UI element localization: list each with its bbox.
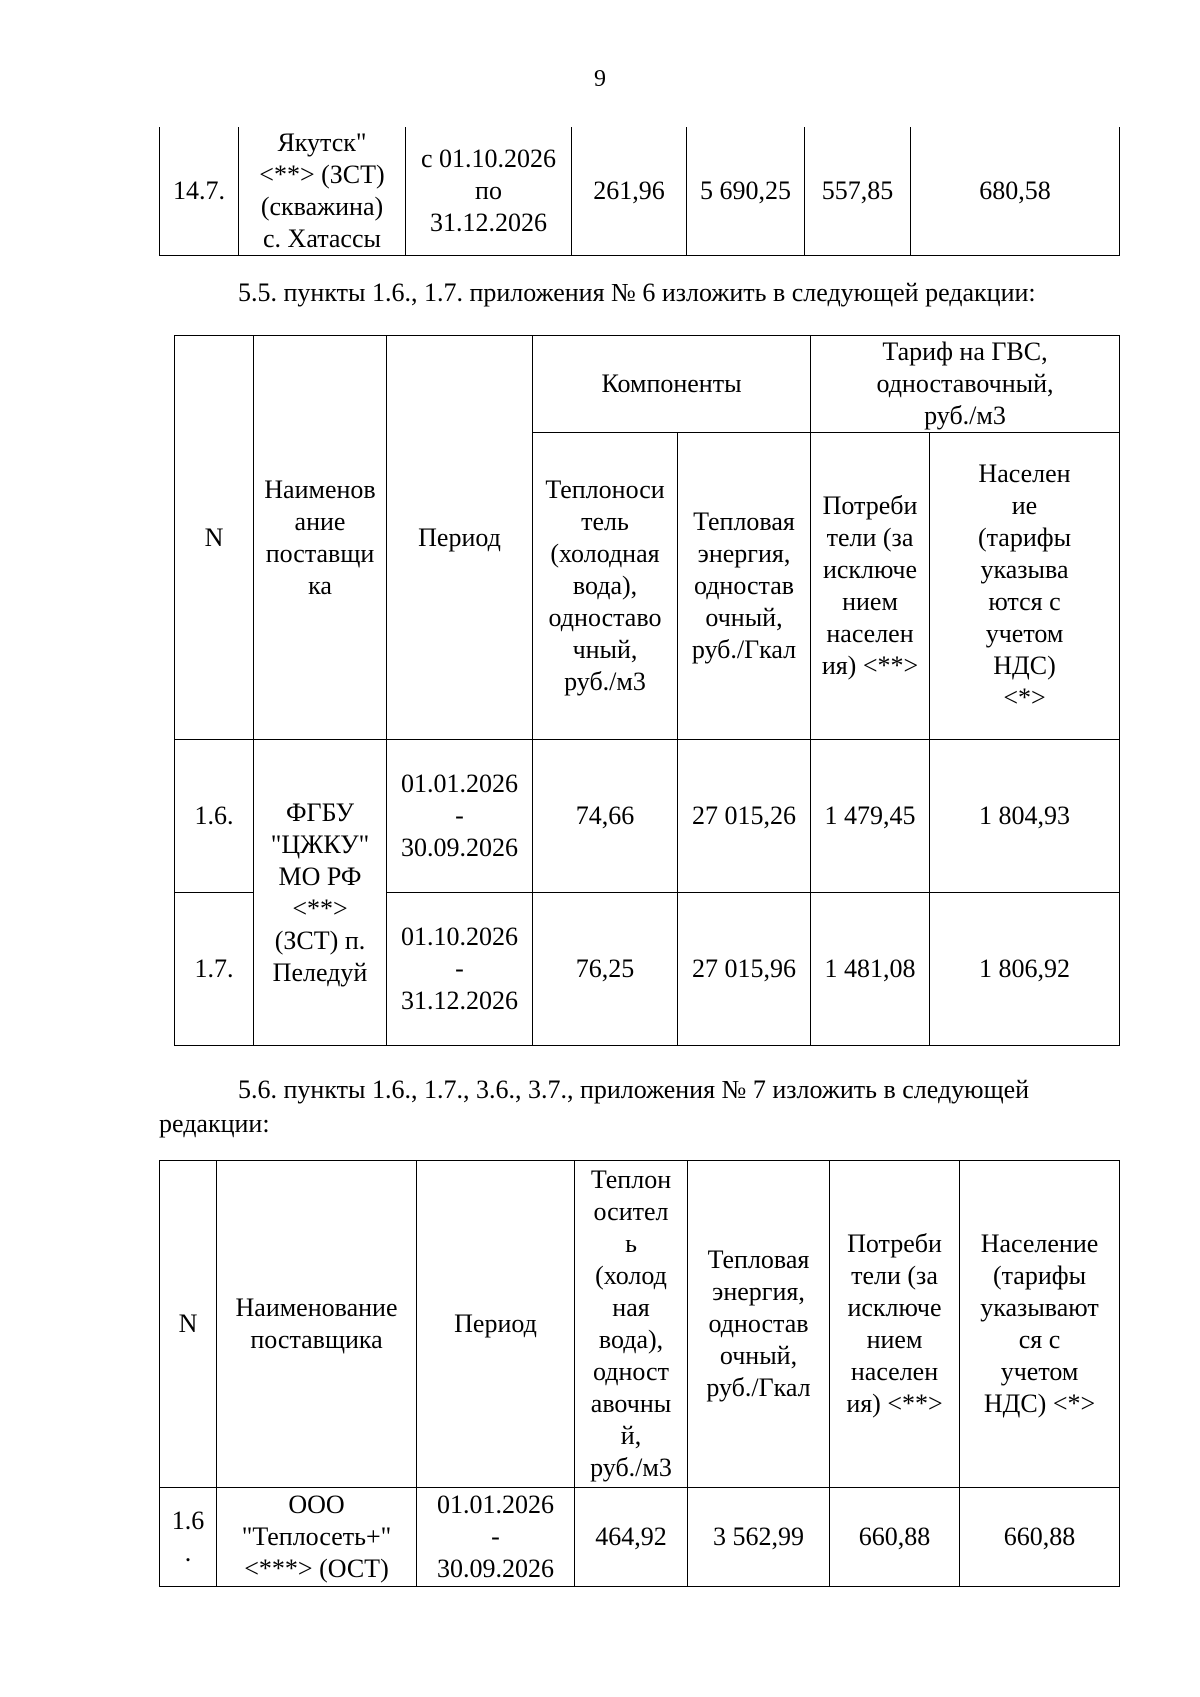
tariff-table-appendix-7 <box>159 1160 1120 1587</box>
header-population: Населен ие (тарифы указыва ются с учетом НДС) <*> <box>930 433 1120 740</box>
period: 01.10.2026 - 31.12.2026 <box>387 893 533 1046</box>
table-header-row <box>160 1161 1120 1488</box>
table-row <box>175 740 1120 893</box>
tariff-table-continuation <box>159 127 1120 256</box>
value-cell: 76,25 <box>533 893 678 1046</box>
header-supplier: Наименов ание поставщи ка <box>254 336 387 740</box>
value-cell: 1 481,08 <box>811 893 930 1046</box>
header-period: Период <box>387 336 533 740</box>
value-cell: 1 479,45 <box>811 740 930 893</box>
value-cell: 680,58 <box>911 127 1120 256</box>
row-number: 14.7. <box>160 127 239 256</box>
period: 01.01.2026 - 30.09.2026 <box>417 1488 575 1587</box>
row-number: 1.6 . <box>160 1488 217 1587</box>
value-cell: 464,92 <box>575 1488 688 1587</box>
value-cell: 660,88 <box>830 1488 960 1587</box>
value-cell: 27 015,96 <box>678 893 811 1046</box>
header-coolant: Теплоноси тель (холодная вода), одноставо чный, руб./м3 <box>533 433 678 740</box>
row-number: 1.6. <box>175 740 254 893</box>
header-heat: Тепловая энергия, одностав очный, руб./Гкал <box>688 1161 830 1488</box>
value-cell: 660,88 <box>960 1488 1120 1587</box>
value-cell: 1 806,92 <box>930 893 1120 1046</box>
table-row <box>160 1488 1120 1587</box>
header-population: Население (тарифы указывают ся с учетом НДС) <*> <box>960 1161 1120 1488</box>
value-cell: 3 562,99 <box>688 1488 830 1587</box>
value-cell: 1 804,93 <box>930 740 1120 893</box>
supplier-name: ООО "Теплосеть+" <***> (ОСТ) <box>217 1488 417 1587</box>
table-header-row <box>175 336 1120 433</box>
paragraph-5-6-continued: редакции: <box>159 1109 270 1138</box>
value-cell: 27 015,26 <box>678 740 811 893</box>
value-cell: 261,96 <box>572 127 687 256</box>
header-consumers: Потреби тели (за исключе нием населен ия) <**> <box>830 1161 960 1488</box>
header-coolant: Теплон осител ь (холод ная вода), одност авочны й, руб./м3 <box>575 1161 688 1488</box>
supplier-name: Якутск" <**> (ЗСТ) (скважина) с. Хатассы <box>239 127 406 256</box>
supplier-name: ФГБУ "ЦЖКУ" МО РФ <**> (ЗСТ) п. Пеледуй <box>254 740 387 1046</box>
page-number: 9 <box>594 66 606 92</box>
header-components: Компоненты <box>533 336 811 433</box>
header-heat: Тепловая энергия, одностав очный, руб./Гкал <box>678 433 811 740</box>
header-n: N <box>175 336 254 740</box>
value-cell: 74,66 <box>533 740 678 893</box>
value-cell: 5 690,25 <box>687 127 805 256</box>
header-consumers: Потреби тели (за исключе нием населен ия) <**> <box>811 433 930 740</box>
header-tariff: Тариф на ГВС, одноставочный, руб./м3 <box>811 336 1120 433</box>
period: с 01.10.2026 по 31.12.2026 <box>406 127 572 256</box>
value-cell: 557,85 <box>805 127 911 256</box>
tariff-table-appendix-6 <box>174 335 1120 1046</box>
paragraph-5-5: 5.5. пункты 1.6., 1.7. приложения № 6 изложить в следующей редакции: <box>238 278 1036 307</box>
paragraph-5-6: 5.6. пункты 1.6., 1.7., 3.6., 3.7., приложения № 7 изложить в следующей <box>238 1075 1030 1104</box>
header-n: N <box>160 1161 217 1488</box>
period: 01.01.2026 - 30.09.2026 <box>387 740 533 893</box>
table-row <box>160 127 1120 256</box>
row-number: 1.7. <box>175 893 254 1046</box>
header-period: Период <box>417 1161 575 1488</box>
header-supplier: Наименование поставщика <box>217 1161 417 1488</box>
